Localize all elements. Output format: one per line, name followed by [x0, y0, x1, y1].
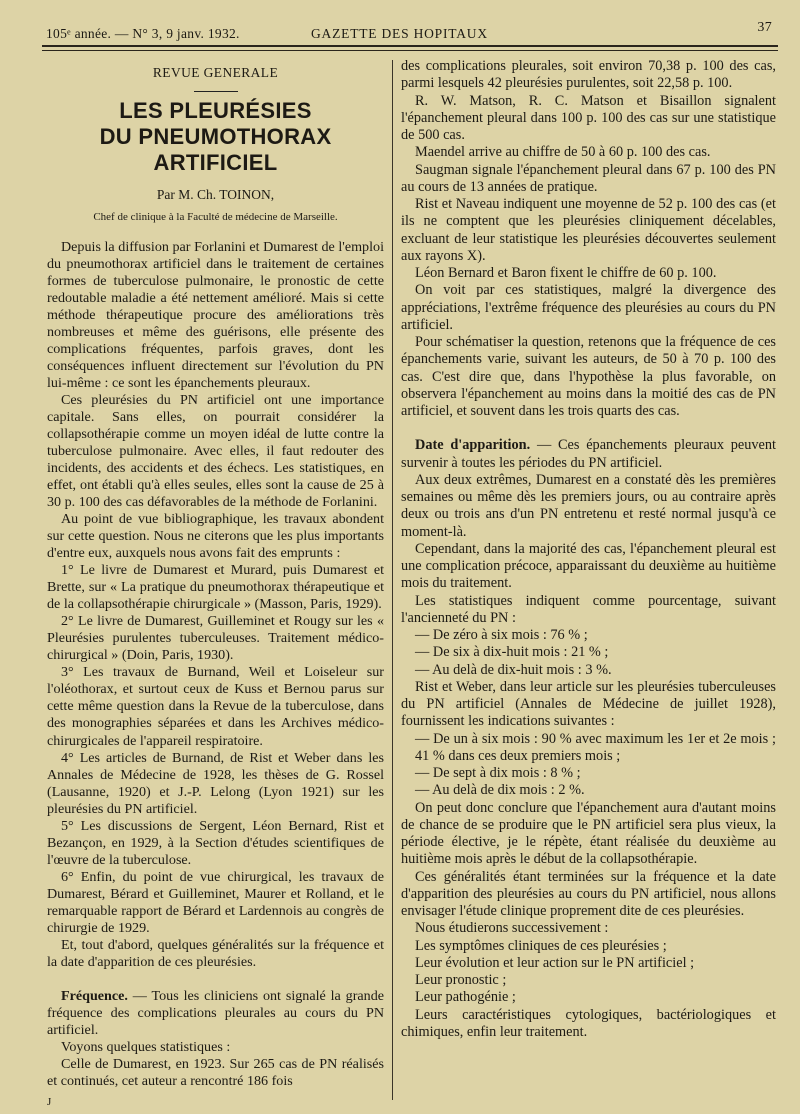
paragraph-date-apparition: Date d'apparition. — Ces épanchements pleuraux peuvent survenir à toutes les périodes du PN artificiel. [401, 437, 776, 471]
list-item: — De zéro à six mois : 76 % ; [415, 627, 588, 643]
paragraph: On peut donc conclure que l'épanchement aura d'autant moins de chance de se produire que le PN artificiel sera plus vieux, la période élective, je le répète, étant réalisée du deuxième au huitième mois après le début de la collapsothérapie. [401, 799, 776, 868]
paragraph: Voyons quelques statistiques : [61, 1038, 231, 1055]
article-title-line-2: DU PNEUMOTHORAX ARTIFICIEL [99, 124, 332, 176]
reference-item: 1° Le livre de Dumarest et Murard, puis Dumarest et Brette, sur « La pratique du pneumothorax thérapeutique et de la collapsothérapie chirurgicale » (Masson, Paris, 1929). [47, 562, 384, 613]
paragraph: Rist et Naveau indiquent une moyenne de 52 p. 100 des cas (et ils ne comptent que les pleurésies cliniquement décelables, excluant de leur statistique les pleurésies découvertes seulement aux rayons X). [401, 196, 776, 264]
reference-item: 5° Les discussions de Sergent, Léon Bernard, Rist et Bezançon, en 1929, à la Section d'études scientifiques de l'œuvre de la tuberculose. [47, 817, 384, 868]
run-in-heading: Fréquence. [61, 987, 128, 1004]
list-item: — Au delà de dix-huit mois : 3 %. [415, 661, 612, 678]
paragraph: Celle de Dumarest, en 1923. Sur 265 cas de PN réalisés et continués, cet auteur a rencontré 186 fois [47, 1055, 384, 1089]
paragraph: On voit par ces statistiques, malgré la divergence des appréciations, l'extrême fréquence des pleurésies au cours du PN artificiel. [401, 282, 776, 333]
title-rule [194, 91, 238, 92]
paragraph: Les statistiques indiquent comme pourcentage, suivant l'ancienneté du PN : [401, 592, 776, 626]
section-label: REVUE GENERALE [152, 65, 279, 80]
reference-item: 2° Le livre de Dumarest, Guilleminet et Rougy sur les « Pleurésies purulentes tuberculeuses. Traitement médico-chirurgical » (Doin, Paris, 1930). [47, 613, 384, 664]
reference-item: 6° Enfin, du point de vue chirurgical, les travaux de Dumarest, Bérard et Guilleminet, Maurer et Rolland, et le remarquable rapport de Bérard et Lardennois au congrès de chirurgie de 1929. [47, 868, 384, 936]
study-topic: Leurs caractéristiques cytologiques, bactériologiques et chimiques, enfin leur traitement. [401, 1006, 776, 1040]
run-in-heading: Date d'apparition. [415, 437, 531, 454]
paragraph: Saugman signale l'épanchement pleural dans 67 p. 100 des PN au cours de 13 années de pratique. [401, 161, 776, 195]
corner-mark: J [47, 1096, 52, 1108]
paragraph: Cependant, dans la majorité des cas, l'épanchement pleural est une complication précoce, apparaissant du deuxième au huitième mois du traitement. [401, 540, 776, 592]
author: Par M. Ch. TOINON, [156, 187, 275, 203]
paragraph: Maendel arrive au chiffre de 50 à 60 p. 100 des cas. [415, 144, 711, 161]
list-item: — De six à dix-huit mois : 21 % ; [415, 644, 609, 661]
study-topic: Leur évolution et leur action sur le PN artificiel ; [415, 954, 695, 971]
reference-item: 4° Les articles de Burnand, de Rist et Weber dans les Annales de Médecine de 1928, les thèses de G. Rossel (Lausanne, 1920) et J.-P. Lelong (Lyon 1921) sur les pleurésies du PN artificiel. [47, 749, 384, 817]
issue-info: 105ᵉ année. — N° 3, 9 janv. 1932. [46, 26, 240, 41]
left-column [47, 64, 384, 1090]
paragraph: R. W. Matson, R. C. Matson et Bisaillon signalent l'épanchement pleural dans 100 p. 100 des cas sur une statistique de 500 cas. [401, 92, 776, 143]
paragraph: Au point de vue bibliographique, les travaux abondent sur cette question. Nous ne citerons que les plus importants d'entre eux, auxquels nous avons fait des emprunts : [47, 511, 384, 562]
study-topic: Leur pronostic ; [415, 972, 507, 988]
paragraph: Léon Bernard et Baron fixent le chiffre de 60 p. 100. [415, 265, 717, 281]
list-item: — De un à six mois : 90 % avec maximum les 1er et 2e mois ; 41 % dans ces deux premiers mois ; [415, 730, 776, 764]
paragraph-gap [47, 971, 384, 988]
header-rule-thick [42, 45, 778, 47]
paragraph: Aux deux extrêmes, Dumarest en a constaté dès les premières semaines ou même dès les premiers jours, ou au contraire après deux ou trois ans d'un PN entretenu et resté normal jusqu'à ce moment-là. [401, 471, 776, 540]
paragraph-frequence: Fréquence. — Tous les cliniciens ont signalé la grande fréquence des complications pleurales au cours du PN artificiel. [47, 987, 384, 1038]
header-rule-thin [42, 50, 778, 51]
study-topic: Les symptômes cliniques de ces pleurésies ; [415, 937, 667, 954]
list-item: — De sept à dix mois : 8 % ; [415, 765, 581, 781]
page-number: 37 [757, 20, 772, 35]
paragraph: des complications pleurales, soit environ 70,38 p. 100 des cas, parmi lesquels 42 pleurésies purulentes, soit 22,58 p. 100. [401, 58, 776, 92]
paragraph: Rist et Weber, dans leur article sur les pleurésies tuberculeuses du PN artificiel (Annales de Médecine de juillet 1928), fournissent les indications suivantes : [401, 678, 776, 730]
journal-name: GAZETTE DES HOPITAUX [311, 26, 488, 41]
study-topic: Leur pathogénie ; [415, 989, 516, 1006]
paragraph: Depuis la diffusion par Forlanini et Dumarest de l'emploi du pneumothorax artificiel dans le traitement de certaines formes de tuberculose pulmonaire, le pronostic de cette redoutable maladie a été nettement amélioré. Mais si cette méthode thérapeutique procure des améliorations très nombreuses et même des guérisons, elle présente des complications fréquentes, parfois graves, dont les conséquences influent directement sur l'évolution du PN lui-même : ce sont les épanchements pleuraux. [47, 239, 384, 392]
paragraph: Nous étudierons successivement : [415, 920, 609, 937]
author-affiliation: Chef de clinique à la Faculté de médecine de Marseille. [93, 211, 338, 224]
column-divider [392, 60, 393, 1100]
paragraph-gap [401, 420, 776, 437]
right-column [401, 58, 776, 1041]
paragraph: Et, tout d'abord, quelques généralités sur la fréquence et la date d'apparition de ces pleurésies. [47, 936, 384, 970]
article-title-line-1: LES PLEURÉSIES [119, 98, 312, 124]
paragraph: Ces pleurésies du PN artificiel ont une importance capitale. Sans elles, on pourrait considérer la collapsothérapie comme un moyen idéal de lutte contre la tuberculose pulmonaire. Avec elles, il faut redouter des incidents, des accidents et des échecs. Les statistiques, en effet, ont établi qu'à elles seules, elles sont la cause de 25 à 30 p. 100 des cas défavorables de la méthode de Forlanini. [47, 392, 384, 511]
reference-item: 3° Les travaux de Burnand, Weil et Loiseleur sur l'oléothorax, et surtout ceux de Kuss et Bernou parus sur cette même question dans la Revue de la tuberculose, dans des monographies séparées et dans les Archives médico-chirurgicales de l'appareil respiratoire. [47, 664, 384, 749]
paragraph: Pour schématiser la question, retenons que la fréquence de ces épanchements varie, suivant les auteurs, de 50 à 70 p. 100 des cas. C'est dire que, dans l'hypothèse la plus favorable, on observera l'épanchement au moins dans la moitié des cas de PN artificiel, et souvent dans les trois quarts des cas. [401, 334, 776, 419]
list-item: — Au delà de dix mois : 2 %. [415, 782, 585, 799]
running-head [46, 20, 778, 44]
paragraph: Ces généralités étant terminées sur la fréquence et la date d'apparition des pleurésies au cours du PN artificiel, nous allons envisager l'étude clinique proprement dite de ces pleurésies. [401, 868, 776, 919]
